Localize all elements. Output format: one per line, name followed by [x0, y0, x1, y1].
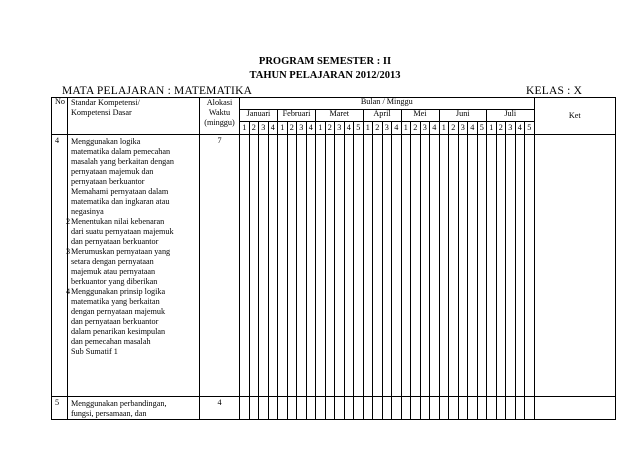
week-cell [316, 397, 326, 420]
week-number: 4 [468, 122, 478, 135]
header-allocation-line2: Waktu [208, 108, 231, 117]
week-cell [515, 135, 525, 397]
class-label: KELAS : X [526, 85, 583, 97]
competency-line: majemuk atau pernyataan [71, 267, 156, 276]
week-cell [506, 135, 516, 397]
competency-text [68, 397, 200, 420]
month-mei: Mei [401, 110, 439, 122]
competency-line: masalah yang berkaitan dengan [71, 157, 174, 166]
competency-line: dan pemecahan masalah [71, 337, 151, 346]
week-cell [439, 135, 449, 397]
week-number: 2 [325, 122, 335, 135]
header-notes: Ket [534, 98, 616, 135]
week-cell [382, 135, 392, 397]
item-marker: 3 [66, 247, 71, 256]
week-cell [344, 397, 354, 420]
competency-line: matematika dan ingkaran atau [71, 197, 170, 206]
week-cell [249, 135, 259, 397]
week-cell [515, 397, 525, 420]
competency-line: pernyataan berkuantor [71, 177, 145, 186]
week-number: 4 [392, 122, 402, 135]
competency-line: Menggunakan logika [71, 137, 141, 146]
week-cell [354, 135, 364, 397]
competency-line: 2 Menentukan nilai kebenaran [66, 217, 165, 226]
week-cell [487, 397, 497, 420]
week-cell [297, 135, 307, 397]
competency-text [68, 135, 200, 397]
week-cell [240, 135, 250, 397]
header-allocation-line3: (minggu) [204, 118, 235, 127]
week-cell [268, 397, 278, 420]
week-number: 3 [335, 122, 345, 135]
week-cell [287, 397, 297, 420]
week-cell [411, 135, 421, 397]
week-cell [496, 397, 506, 420]
week-cell [382, 397, 392, 420]
week-cell [316, 135, 326, 397]
table-row [52, 397, 616, 420]
week-cell [458, 135, 468, 397]
week-cell [373, 397, 383, 420]
week-cell [468, 397, 478, 420]
week-cell [297, 397, 307, 420]
week-cell [449, 135, 459, 397]
competency-line: dari suatu pernyataan majemuk [71, 227, 174, 236]
week-cell [306, 397, 316, 420]
week-cell [506, 397, 516, 420]
subject-label: MATA PELAJARAN : MATEMATIKA [62, 85, 253, 97]
week-cell [477, 397, 487, 420]
notes-cell [534, 397, 616, 420]
week-cell [325, 135, 335, 397]
academic-year: TAHUN PELAJARAN 2012/2013 [249, 70, 401, 81]
header-no [52, 98, 68, 135]
allocation-value: 7 [200, 135, 240, 397]
competency-line: dan pernyataan berkuantor [71, 237, 159, 246]
week-cell [344, 135, 354, 397]
competency-line: 3 Merumuskan pernyataan yang [66, 247, 171, 256]
week-cell [458, 397, 468, 420]
header-competency [68, 98, 200, 135]
competency-line: matematika yang berkaitan [71, 297, 160, 306]
header-allocation-line1: Alokasi [206, 98, 233, 107]
week-number: 5 [525, 122, 535, 135]
header-competency-line2: Kompetensi Dasar [71, 108, 132, 117]
week-number: 2 [411, 122, 421, 135]
week-cell [268, 135, 278, 397]
week-cell [525, 397, 535, 420]
week-cell [259, 135, 269, 397]
week-number: 3 [506, 122, 516, 135]
week-number: 3 [458, 122, 468, 135]
competency-line: 4 Menggunakan prinsip logika [66, 287, 166, 296]
week-cell [525, 135, 535, 397]
week-number: 3 [297, 122, 307, 135]
competency-line: Memahami pernyataan dalam [71, 187, 169, 196]
week-cell [354, 397, 364, 420]
week-number: 1 [240, 122, 250, 135]
week-number: 2 [249, 122, 259, 135]
document-title: PROGRAM SEMESTER : II [258, 56, 392, 67]
item-marker: 2 [66, 217, 71, 226]
week-cell [278, 397, 288, 420]
month-januari: Januari [240, 110, 278, 122]
week-cell [487, 135, 497, 397]
competency-line: berkuantor yang diberikan [71, 277, 158, 286]
week-number: 5 [477, 122, 487, 135]
week-number: 1 [278, 122, 288, 135]
week-number: 5 [354, 122, 364, 135]
week-cell [335, 397, 345, 420]
week-cell [468, 135, 478, 397]
week-number: 3 [420, 122, 430, 135]
competency-line: dalam penarikan kesimpulan [71, 327, 166, 336]
week-cell [401, 135, 411, 397]
week-cell [430, 135, 440, 397]
week-cell [259, 397, 269, 420]
month-april: April [363, 110, 401, 122]
week-number: 3 [382, 122, 392, 135]
week-cell [363, 135, 373, 397]
week-cell [430, 397, 440, 420]
month-juni: Juni [439, 110, 487, 122]
week-number: 4 [268, 122, 278, 135]
item-marker: 4 [66, 287, 71, 296]
header-allocation [200, 98, 240, 135]
header-competency-line1: Standar Kompetensi/ [71, 98, 140, 107]
week-number: 3 [259, 122, 269, 135]
week-cell [439, 397, 449, 420]
semester-plan-table [51, 97, 616, 420]
competency-line: dan pernyataan berkuantor [71, 317, 159, 326]
week-cell [306, 135, 316, 397]
week-cell [392, 135, 402, 397]
week-number: 2 [449, 122, 459, 135]
competency-line: Sub Sumatif 1 [71, 347, 118, 356]
competency-line: dengan pernyataan majemuk [71, 307, 166, 316]
week-number: 1 [401, 122, 411, 135]
competency-line: matematika dalam pemecahan [71, 147, 171, 156]
week-cell [363, 397, 373, 420]
month-februari: Februari [278, 110, 316, 122]
week-cell [325, 397, 335, 420]
week-cell [278, 135, 288, 397]
table-row [52, 135, 616, 397]
week-number: 2 [287, 122, 297, 135]
week-cell [477, 135, 487, 397]
competency-line: pernyataan majemuk dan [71, 167, 154, 176]
week-number: 4 [515, 122, 525, 135]
header-month-week: Bulan / Minggu [240, 98, 535, 110]
week-cell [449, 397, 459, 420]
week-cell [392, 397, 402, 420]
competency-line: negasinya [71, 207, 104, 216]
week-cell [240, 397, 250, 420]
week-cell [373, 135, 383, 397]
week-cell [420, 135, 430, 397]
week-cell [420, 397, 430, 420]
week-number: 4 [344, 122, 354, 135]
week-cell [287, 135, 297, 397]
row-number: 5 [52, 397, 68, 420]
week-cell [335, 135, 345, 397]
competency-line: fungsi, persamaan, dan [71, 409, 147, 418]
week-number: 1 [487, 122, 497, 135]
header-no-text: No [55, 97, 66, 106]
notes-cell [534, 135, 616, 397]
allocation-value: 4 [200, 397, 240, 420]
month-maret: Maret [316, 110, 364, 122]
week-cell [496, 135, 506, 397]
week-number: 1 [439, 122, 449, 135]
week-cell [401, 397, 411, 420]
month-juli: Juli [487, 110, 535, 122]
competency-line: Menggunakan perbandingan, [71, 399, 167, 408]
week-number: 1 [363, 122, 373, 135]
week-number: 1 [316, 122, 326, 135]
week-cell [411, 397, 421, 420]
competency-line: setara dengan pernyataan [71, 257, 154, 266]
week-number: 4 [306, 122, 316, 135]
week-number: 4 [430, 122, 440, 135]
week-number: 2 [373, 122, 383, 135]
week-number: 2 [496, 122, 506, 135]
row-number: 4 [52, 135, 68, 397]
week-cell [249, 397, 259, 420]
